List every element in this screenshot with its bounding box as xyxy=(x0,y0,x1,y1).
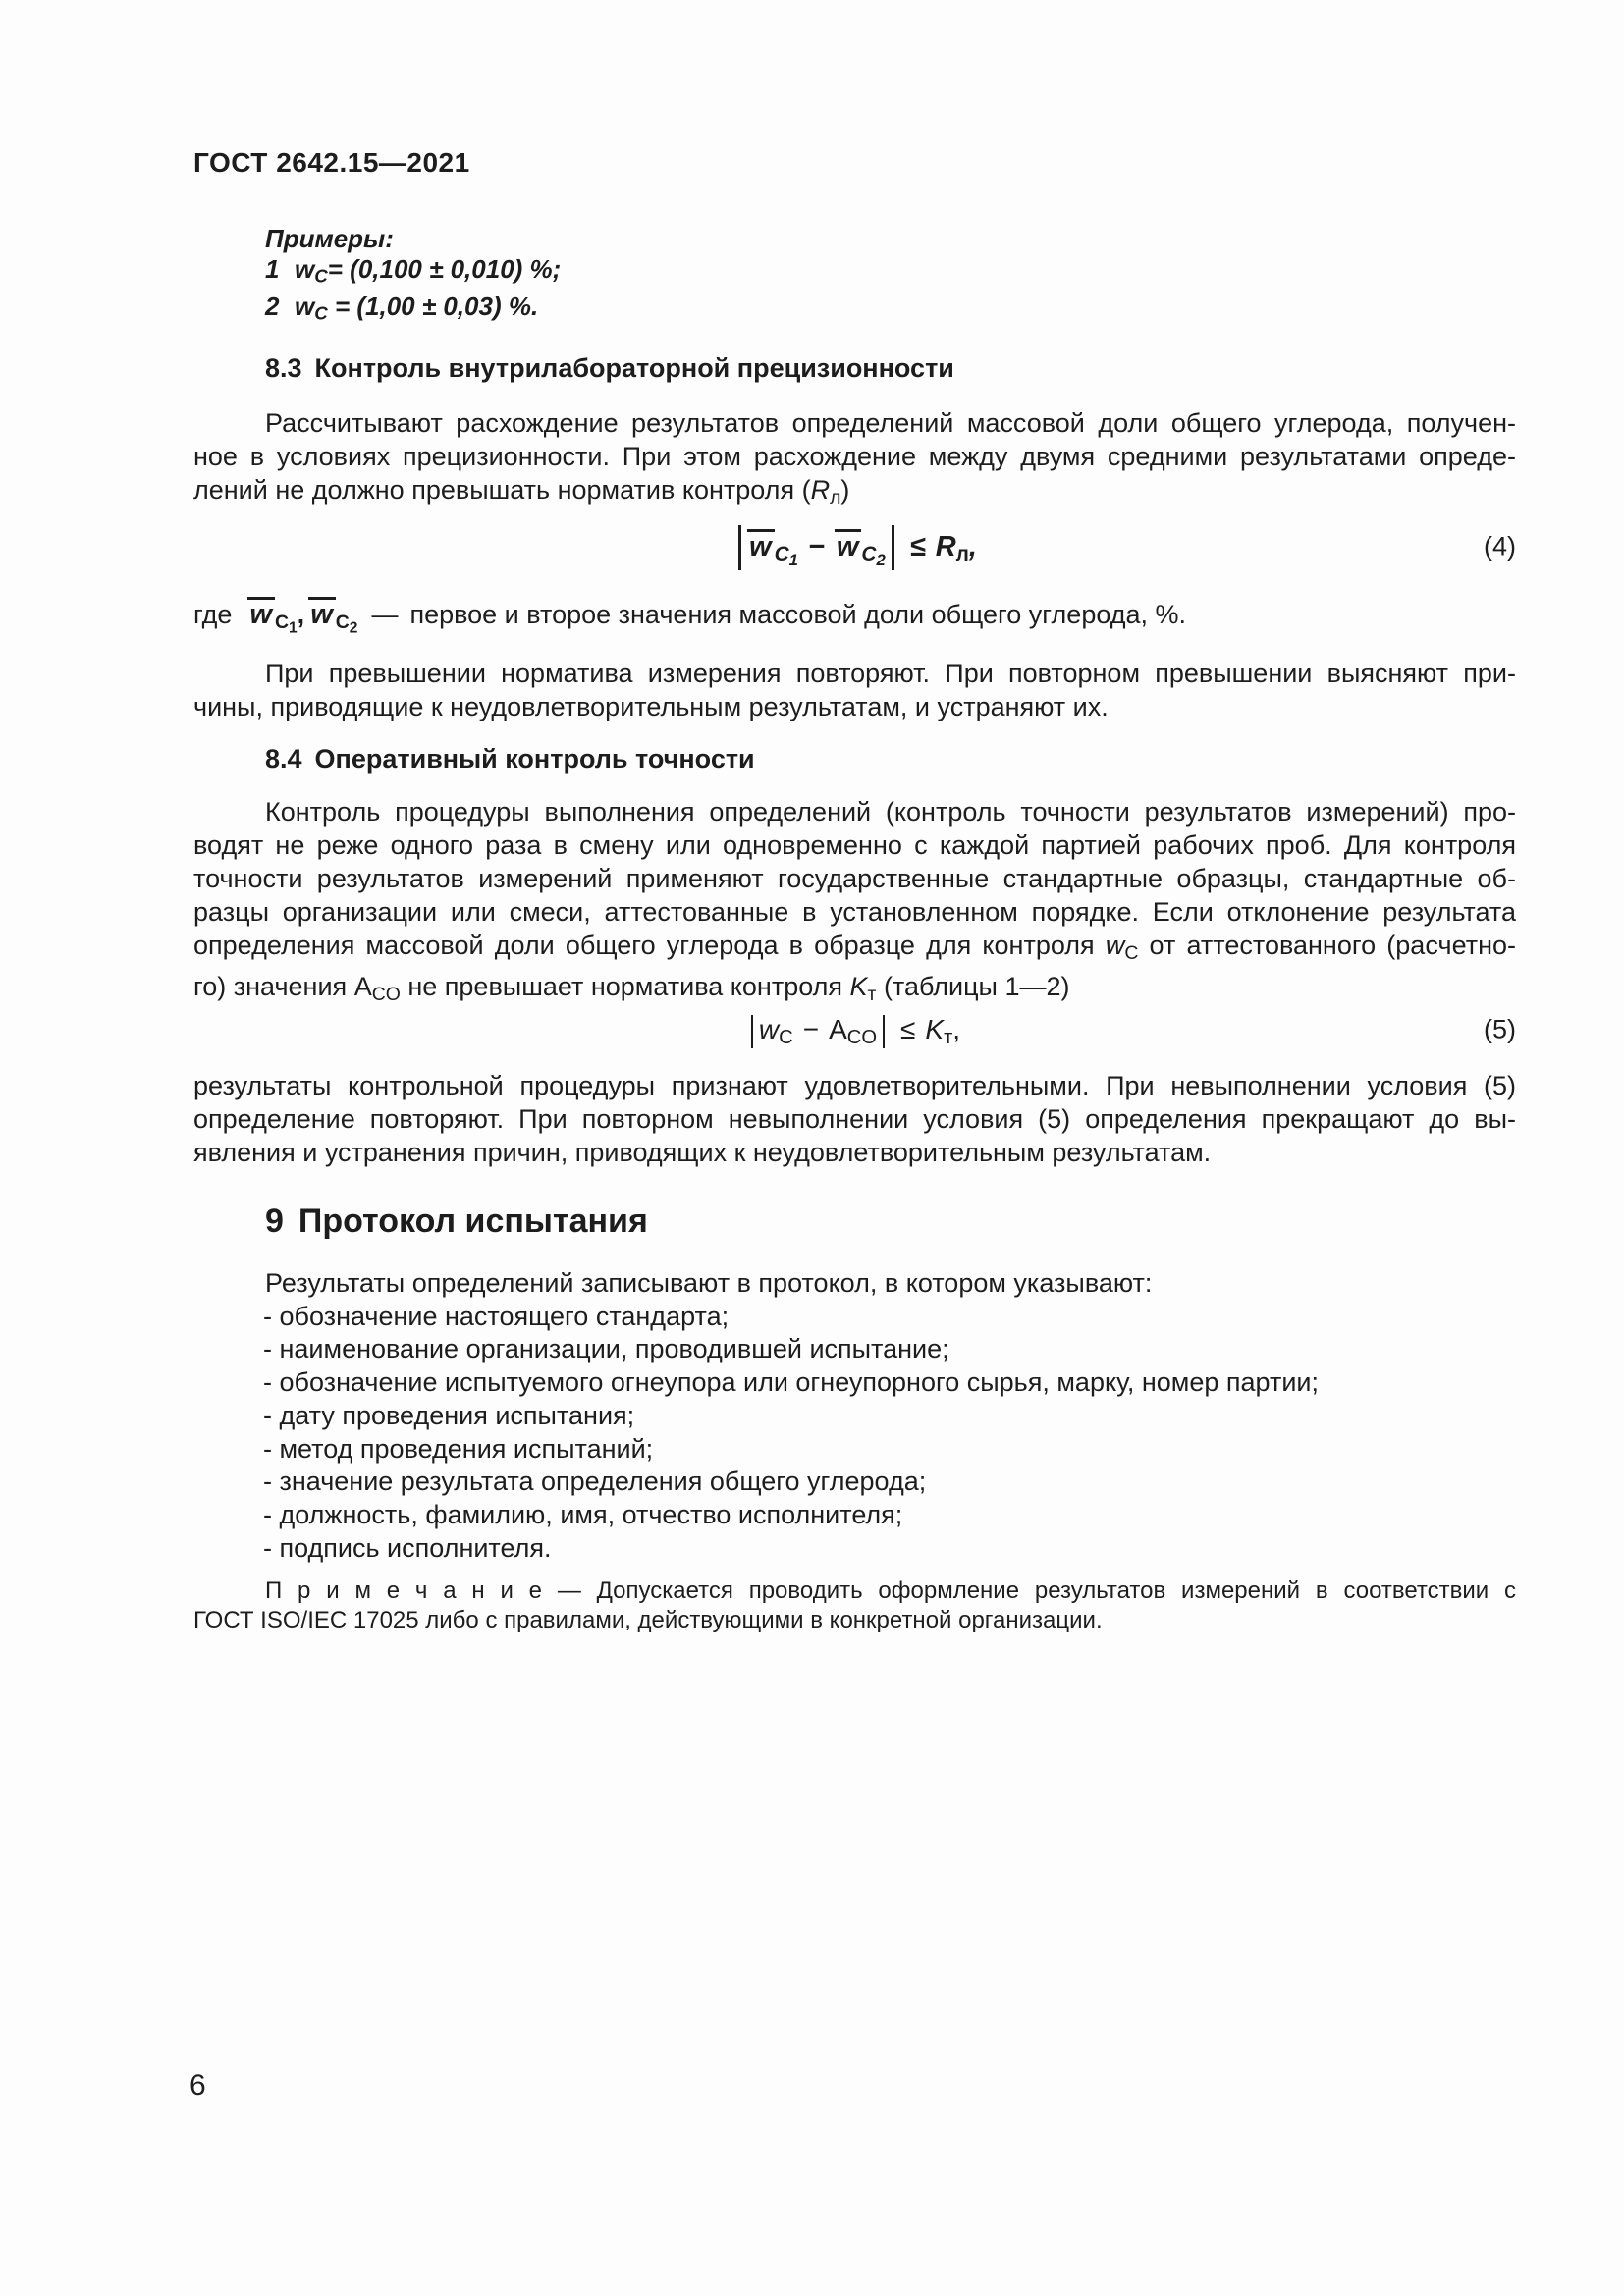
math-A: A xyxy=(829,1014,847,1044)
note-line: ГОСТ ISO/IEC 17025 либо с правилами, действующими в конкретной организации. xyxy=(193,1607,1103,1633)
para-line: водят не реже одного раза в смену или одновременно с каждой партией рабочих проб. Для контроля xyxy=(193,830,1516,860)
para-line: го) значения ACO не превышает норматива контроля Kт (таблицы 1—2) xyxy=(193,971,1070,1005)
leq-sign: ≤ xyxy=(909,531,926,562)
minus-sign: − xyxy=(807,531,825,562)
example-line-2 xyxy=(265,292,561,329)
math-w: w xyxy=(295,291,315,321)
example-number: 2 xyxy=(265,291,280,321)
note-line: П р и м е ч а н и е — Допускается проводить оформление результатов измерений в соответствии с xyxy=(265,1577,1516,1604)
math-sub-l: л xyxy=(830,486,841,508)
paragraph-8-4 xyxy=(193,795,1516,1011)
examples-title: Примеры: xyxy=(265,224,394,253)
abs-bar-right xyxy=(892,525,894,570)
example-number: 1 xyxy=(265,254,280,284)
para-line: При превышении норматива измерения повторяют. При повторном превышении выясняют при- xyxy=(265,659,1516,688)
math-sub-c2: $C_2$ xyxy=(335,611,358,637)
para-line: явления и устранения причин, приводящих к неудовлетворительным результатам. xyxy=(193,1138,1212,1167)
list-item: - дату проведения испытания; xyxy=(263,1400,635,1430)
para-line: ное в условиях прецизионности. При этом расхождение между двумя средними результатами опреде- xyxy=(193,442,1516,471)
para-line: определение повторяют. При повторном невыполнении условия (5) определения прекращают до вы- xyxy=(193,1104,1516,1134)
heading-title: Оперативный контроль точности xyxy=(314,744,755,774)
para-line: Результаты определений записывают в протокол, в котором указывают: xyxy=(265,1268,1153,1298)
minus-sign: − xyxy=(802,1014,820,1044)
heading-number: 8.4 xyxy=(265,744,302,774)
heading-title: Контроль внутрилабораторной прецизионности xyxy=(314,353,954,383)
math-R: R xyxy=(810,475,831,505)
math-sub-t: т xyxy=(867,983,877,1005)
math-K: K xyxy=(925,1014,945,1044)
paragraph-8-3b xyxy=(193,657,1516,723)
note-block xyxy=(193,1576,1516,1635)
math-w: w xyxy=(758,1014,780,1044)
formula-5-label: (5) xyxy=(1484,1014,1516,1044)
math-sub-t: т xyxy=(944,1027,953,1049)
list-item: - должность, фамилию, имя, отчество исполнителя; xyxy=(263,1499,903,1529)
where-word: где xyxy=(193,600,233,629)
math-sub-c1: $C_1$ xyxy=(774,543,798,570)
math-sub-l: л xyxy=(955,543,969,566)
para-line: Контроль процедуры выполнения определений (контроль точности результатов измерений) про- xyxy=(265,797,1516,827)
math-R: R xyxy=(935,531,956,562)
example-value: = (1,00 ± 0,03) %. xyxy=(327,291,539,321)
formula-5: wC − ACO ≤ Kт, xyxy=(193,1007,1516,1060)
examples-block xyxy=(265,224,561,328)
para-line: чины, приводящие к неудовлетворительным результатам, и устраняют их. xyxy=(193,692,1109,721)
list-item: - значение результата определения общего углерода; xyxy=(263,1467,927,1497)
math-sub-c: C xyxy=(314,265,328,287)
heading-8-3 xyxy=(265,353,954,384)
paragraph-8-4b xyxy=(193,1069,1516,1169)
list-item: - обозначение настоящего стандарта; xyxy=(263,1301,730,1331)
math-sub-co: CO xyxy=(846,1027,877,1049)
math-w-bar: w xyxy=(308,597,336,629)
para-line: точности результатов измерений применяют государственные стандартные образцы, стандартные об- xyxy=(193,864,1516,893)
example-line-1 xyxy=(265,254,561,292)
em-dash: — xyxy=(371,600,399,629)
math-sub-co: CO xyxy=(371,983,401,1005)
math-w: w xyxy=(1105,931,1125,960)
heading-title: Протокол испытания xyxy=(298,1202,648,1240)
math-sub-c1: $C_1$ xyxy=(274,611,298,637)
math-sub-c: C xyxy=(314,302,328,324)
abs-bar-left xyxy=(751,1015,753,1048)
math-w: w xyxy=(295,254,315,284)
math-K: K xyxy=(849,971,868,1001)
formula-4-row xyxy=(193,518,1516,575)
math-w-bar: w xyxy=(835,529,862,561)
list-item: - подпись исполнителя. xyxy=(263,1532,552,1563)
para-line: разцы организации или смеси, аттестованные в установленном порядке. Если отклонение результата xyxy=(193,897,1516,927)
formula-4-legend xyxy=(193,589,1186,640)
para-line: результаты контрольной процедуры признают удовлетворительными. При невыполнении условия (5) xyxy=(193,1071,1516,1100)
heading-number: 8.3 xyxy=(265,353,302,383)
comma: , xyxy=(297,600,305,629)
where-text: первое и второе значения массовой доли общего углерода, %. xyxy=(409,600,1187,629)
para-line: Рассчитывают расхождение результатов определений массовой доли общего углерода, получен- xyxy=(265,408,1516,438)
heading-9 xyxy=(265,1202,648,1241)
math-sub-c: C xyxy=(779,1027,793,1049)
math-A: A xyxy=(353,971,372,1001)
para-line: определения массовой доли общего углерода в образце для контроля wC от аттестованного (расчетно- xyxy=(193,931,1516,964)
page-number: 6 xyxy=(189,2069,206,2102)
abs-bar-left xyxy=(738,525,741,570)
math-w-bar: w xyxy=(247,597,275,629)
formula-5-row xyxy=(193,1007,1516,1052)
example-value: = (0,100 ± 0,010) %; xyxy=(327,254,562,284)
formula-4: w $C_1 - w$ $C_2$ ≤ Rл, xyxy=(193,518,1516,589)
list-item: - обозначение испытуемого огнеупора или огнеупорного сырья, марку, номер партии; xyxy=(263,1367,1319,1398)
math-sub-c2: $C_2$ xyxy=(861,543,886,570)
list-item: - метод проведения испытаний; xyxy=(263,1433,654,1464)
abs-bar-right xyxy=(883,1015,885,1048)
section-9-body xyxy=(193,1267,1516,1565)
heading-number: 9 xyxy=(265,1202,284,1240)
page-header: ГОСТ 2642.15—2021 xyxy=(193,147,470,178)
list-item: - наименование организации, проводившей испытание; xyxy=(263,1334,949,1364)
leq-sign: ≤ xyxy=(900,1014,916,1044)
math-sub-c: C xyxy=(1124,941,1139,964)
formula-4-label: (4) xyxy=(1484,531,1516,561)
paragraph-8-3 xyxy=(193,406,1516,514)
math-w-bar: w xyxy=(747,529,775,561)
para-line: лений не должно превышать норматив контроля (Rл) xyxy=(193,475,850,508)
heading-8-4 xyxy=(265,744,755,774)
